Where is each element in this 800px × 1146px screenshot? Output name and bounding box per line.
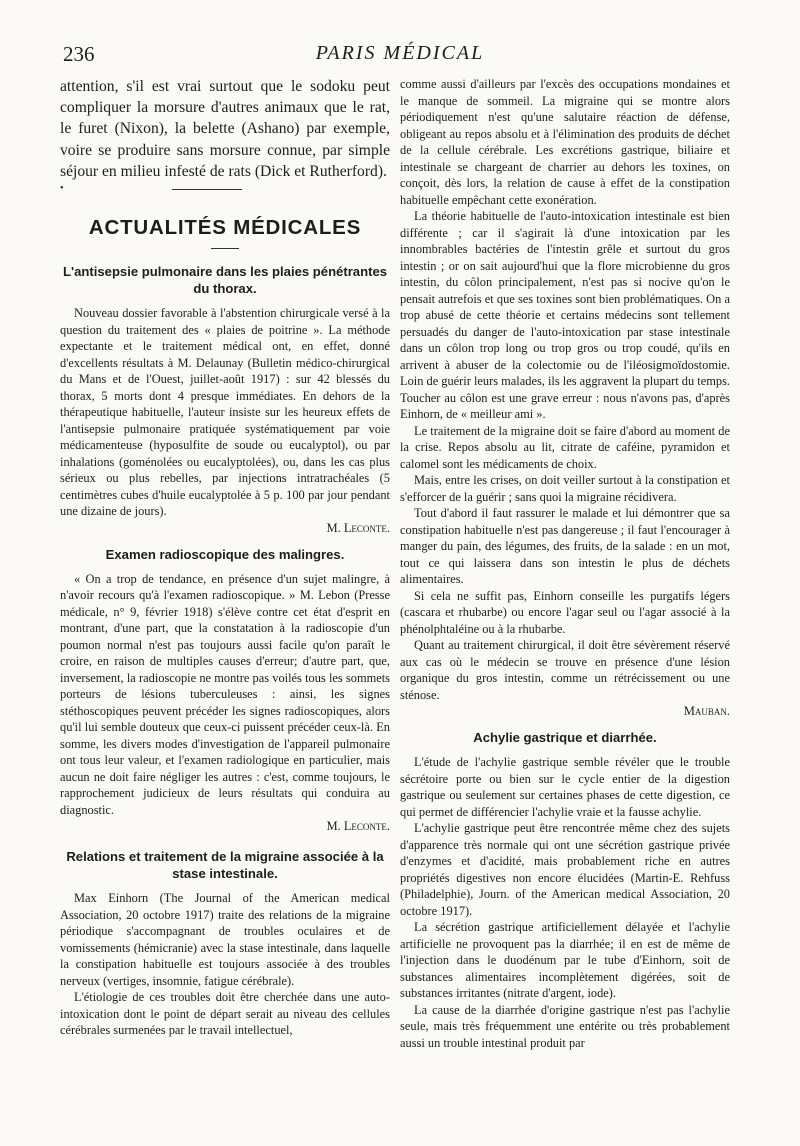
article-body: Mais, entre les crises, on doit veiller surtout à la constipation et s'efforcer de la guérir ; sans quoi la migraine récidivera. bbox=[400, 473, 730, 504]
article-body: L'achylie gastrique peut être rencontrée même chez des sujets d'apparence très normale qui ont une sécrétion gastrique privée d'enzymes et d'acidité, mais probablement riche en autres propriétés digestives non encore élucidées (Martin-E. Rehfuss (Philadelphie), Journ. of the American medical Association, 20 octobre 1917). bbox=[400, 821, 730, 918]
article-title-radioscopie: Examen radioscopique des malingres. bbox=[105, 546, 345, 562]
separator-mark: • bbox=[60, 183, 64, 195]
article-signature: M. Leconte. bbox=[326, 819, 390, 834]
intro-paragraph: attention, s'il est vrai surtout que le sodoku peut compliquer la morsure d'autres animaux que le rat, le furet (Nixon), la belette (Ashano) par exemple, voire se produire sans morsure connue, par simple séjour en milieu infesté de rats (Dick et Rutherford). bbox=[60, 78, 390, 180]
article-body: « On a trop de tendance, en présence d'un sujet malingre, à n'avoir recours qu'à l'examen radioscopique. » M. Lebon (Presse médicale, n° 9, février 1918) s'élève contre cet état d'esprit en montrant, d'une part, que la constatation à la radioscopie d'un poumon normal n'est pas toujours aussi facile qu'on paraît le croire, en raison de multiples causes d'erreur; d'autre part, que, inversement, la radioscopie ne montre pas voilés tous les sommets porteurs de lésions tuberculeuses : ainsi, les signes stéthoscopiques peuvent précéder les signes radioscopiques, alors qu'il lui semble douteux que ceux-ci puissent précéder ceux-là. En somme, les divers modes d'investigation de l'appareil pulmonaire ont tous leur valeur, et l'examen radiologique en particulier, mais aucun ne doit faire négliger les autres : c'est, comme toujours, le rapprochement judicieux de leurs résultats qui conduira au diagnostic. bbox=[60, 571, 390, 817]
article-body: La cause de la diarrhée d'origine gastrique n'est pas l'achylie seule, mais très fréquemment une entérite ou très probablement aussi un trouble intestinal produit par bbox=[400, 1002, 730, 1050]
page-number: 236 bbox=[63, 42, 95, 66]
article-body: Le traitement de la migraine doit se faire d'abord au moment de la crise. Repos absolu au lit, citrate de caféine, pyramidon et calomel sont les médicaments de choix. bbox=[400, 423, 730, 471]
article-title-achylie: Achylie gastrique et diarrhée. bbox=[473, 730, 657, 745]
article-title-antisepsie: L'antisepsie pulmonaire dans les plaies pénétrantes du thorax. bbox=[62, 264, 388, 297]
left-column bbox=[60, 76, 390, 1039]
article-body: Nouveau dossier favorable à l'abstention chirurgicale versé à la question du traitement des « plaies de poitrine ». La méthode expectante et le traitement médical ont, en effet, donné d'excellents résultats à M. Delaunay (Bulletin médico-chirurgical du Mans et de l'Ouest, juillet-août 1917) : sur 42 blessés du thorax, 5 morts dont 4 presque immédiates. En dehors de la thérapeutique habituelle, l'auteur insiste sur les heureux effets de l'antisepsie pulmonaire pratiquée systématiquement par voie médicamenteuse (hyposulfite de soude ou eucalyptol), ou par inhalations (goménolées ou eucalyptolées), ou, dans les cas plus sérieux ou plus rebelles, par injections intratrachéales (5 centimètres cubes d'huile eucalyptolée à 5 p. 100 par jour pendant une dizaine de jours). bbox=[60, 306, 390, 519]
article-body: La sécrétion gastrique artificiellement délayée et l'achylie artificielle ne provoquent pas la diarrhée; il en est de même de l'injection dans le duodénum par le tube d'Einhorn, soit de substances alimentaires incomplètement digérées, soit de substances irritantes (nitrate d'argent, iode). bbox=[400, 920, 730, 1000]
article-body: Tout d'abord il faut rassurer le malade et lui démontrer que sa constipation habituelle n'est pas dangereuse ; il faut l'encourager à manger du pain, des légumes, des fruits, de la salade : en un mot, tout ce qui laissera dans son intestin le plus de déchets alimentaires. bbox=[400, 506, 730, 586]
article-body: L'étude de l'achylie gastrique semble révéler que le trouble sécrétoire porte ou bien sur le cycle entier de la digestion gastrique ou seulement sur certaines phases de cette digestion, ce qui permet de différencier l'achylie vraie et la fausse achylie. bbox=[400, 755, 730, 819]
right-column bbox=[400, 76, 730, 1051]
article-title-migraine: Relations et traitement de la migraine associée à la stase intestinale. bbox=[66, 849, 384, 882]
section-title: ACTUALITÉS MÉDICALES bbox=[88, 216, 362, 240]
article-signature: M. Leconte. bbox=[326, 520, 390, 535]
article-body: La théorie habituelle de l'auto-intoxication intestinale est bien différente ; car il s'agirait là d'une intoxication par les innombrables bactéries de l'intestin grêle et surtout du gros intestin ; or on sait aujourd'hui que la flore microbienne du gros intestin, du côlon principalement, n'est pas si nocive qu'on le pensait autrefois et que ses toxines sont bien problématiques. On a trop abusé de cette théorie et certains médecins sont tellement persuadés du danger de l'auto-intoxication par stase intestinale dans un côlon trop long ou trop gros ou trop coudé, qu'ils en arrivent à abuser de la colectomie ou de l'iléosigmoïdostomie. Loin de guérir leurs malades, ils les aggravent la plupart du temps. Toucher au côlon est une grave erreur : nous n'avons pas, d'après Einhorn, de « meilleur ami ». bbox=[400, 209, 730, 421]
article-body: Si cela ne suffit pas, Einhorn conseille les purgatifs légers (cascara et rhubarbe) ou encore l'agar seul ou l'agar associé à la phénolphtaléine ou à la rhubarbe. bbox=[400, 588, 730, 636]
section-divider bbox=[172, 189, 242, 190]
article-body: L'étiologie de ces troubles doit être cherchée dans une auto-intoxication dont le point de départ serait au niveau des cellules cérébrales surmenées par le travail intellectuel, bbox=[60, 990, 390, 1038]
article-signature: Mauban. bbox=[683, 704, 730, 718]
running-head: PARIS MÉDICAL bbox=[315, 42, 485, 64]
article-body: Quant au traitement chirurgical, il doit être sévèrement réservé aux cas où le médecin se trouve en présence d'une lésion organique du gros intestin, comme un rétrécissement ou une sténose. bbox=[400, 638, 730, 702]
article-body: Max Einhorn (The Journal of the American medical Association, 20 octobre 1917) traite des relations de la migraine périodique s'accompagnant de troubles oculaires et de vomissements (hémicranie) avec la stase intestinale, dans laquelle la constipation habituelle est toujours associée à des troubles nerveux (vertiges, insomnie, fatigue cérébrale). bbox=[60, 891, 390, 988]
article-body: comme aussi d'ailleurs par l'excès des occupations mondaines et le manque de sommeil. La migraine qui se montre alors périodiquement n'est qu'une salutaire réaction de défense, obligeant au repos absolu et à l'élimination des produits de déchet de la cellule cérébrale. Les excrétions gastrique, biliaire et intestinale se chargeant de charrier au dehors les toxines, on conçoit, dès lors, la relation de cause à effet de la constipation habituelle empêchant cette exonération. bbox=[400, 77, 730, 207]
